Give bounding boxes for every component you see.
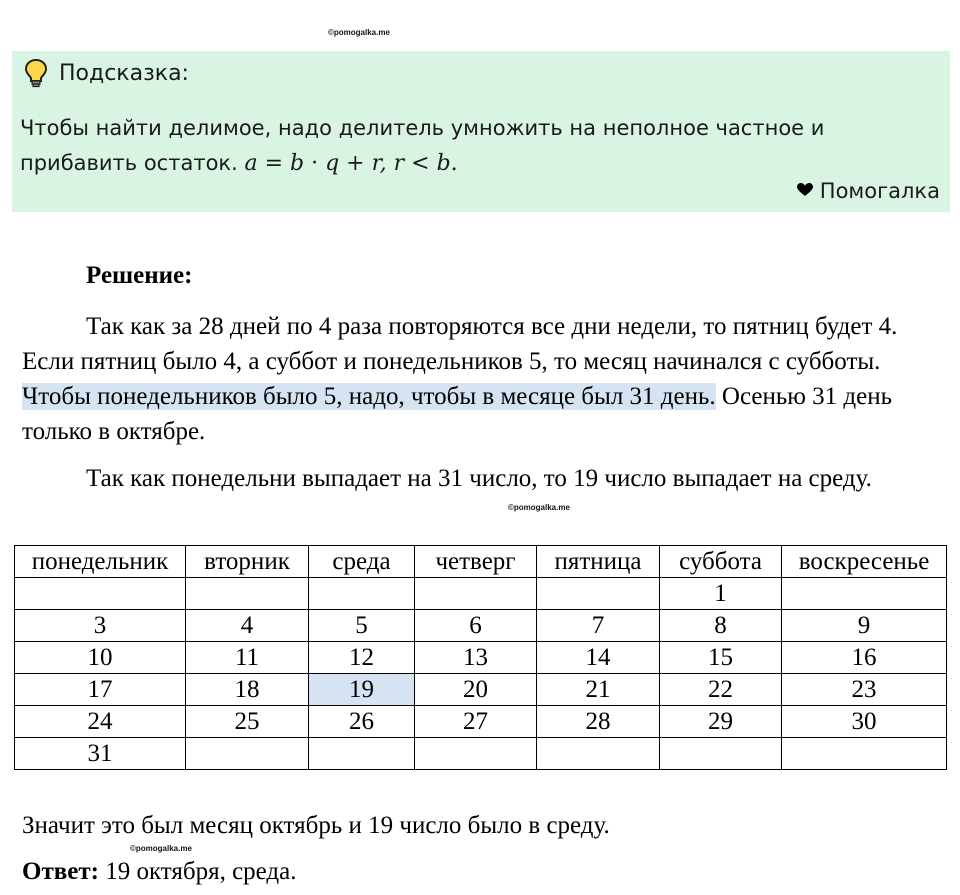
- watermark: ©pomogalka.me: [328, 28, 390, 37]
- day-cell: 7: [537, 610, 660, 642]
- day-cell: 16: [782, 642, 947, 674]
- day-cell: 14: [537, 642, 660, 674]
- day-cell: [782, 738, 947, 770]
- day-cell: 9: [782, 610, 947, 642]
- solution-paragraph-2: Так как понедельни выпадает на 31 число, то 19 число выпадает на среду.: [86, 465, 872, 492]
- highlighted-text: Чтобы понедельников было 5, надо, чтобы в месяце был 31 день.: [22, 383, 716, 410]
- lightbulb-icon: [24, 58, 48, 88]
- heart-icon: [797, 179, 820, 203]
- day-cell: [415, 738, 537, 770]
- answer-value: 19 октября, среда.: [98, 858, 297, 885]
- solution-paragraph-1: [22, 309, 922, 449]
- day-cell: [186, 738, 309, 770]
- day-cell: [415, 578, 537, 610]
- hint-box: [12, 51, 950, 212]
- watermark: ©pomogalka.me: [508, 503, 570, 512]
- brand-name: Помогалка: [819, 179, 940, 203]
- day-cell: 13: [415, 642, 537, 674]
- day-cell: 8: [660, 610, 782, 642]
- day-cell: [537, 578, 660, 610]
- day-cell: 23: [782, 674, 947, 706]
- calendar-header-row: [15, 546, 947, 578]
- day-cell: [660, 738, 782, 770]
- day-cell: 21: [537, 674, 660, 706]
- hint-text: [20, 111, 920, 181]
- day-cell: 10: [15, 642, 186, 674]
- day-cell: 3: [15, 610, 186, 642]
- day-cell: [309, 578, 415, 610]
- solution-text-2: Осенью 31 день только в октябре.: [22, 383, 892, 445]
- calendar-week-row: [15, 610, 947, 642]
- weekday-header: понедельник: [15, 546, 186, 578]
- day-cell: [782, 578, 947, 610]
- weekday-header: вторник: [186, 546, 309, 578]
- conclusion-text: Значит это был месяц октябрь и 19 число было в среду.: [22, 812, 610, 839]
- day-cell: 31: [15, 738, 186, 770]
- day-cell: 4: [186, 610, 309, 642]
- day-cell: [309, 738, 415, 770]
- answer-label: Ответ:: [22, 858, 99, 885]
- day-cell: [15, 578, 186, 610]
- day-cell: 26: [309, 706, 415, 738]
- calendar-week-row: [15, 706, 947, 738]
- weekday-header: среда: [309, 546, 415, 578]
- day-cell: [186, 578, 309, 610]
- day-cell: 17: [15, 674, 186, 706]
- day-cell: 1: [660, 578, 782, 610]
- day-cell: 24: [15, 706, 186, 738]
- calendar-week-row: [15, 738, 947, 770]
- day-cell: 22: [660, 674, 782, 706]
- selected-day-cell: 19: [309, 674, 415, 706]
- calendar-table: [14, 545, 947, 770]
- day-cell: 5: [309, 610, 415, 642]
- hint-sentence: Чтобы найти делимое, надо делитель умножить на неполное частное и прибавить остаток.: [20, 116, 825, 175]
- day-cell: 27: [415, 706, 537, 738]
- day-cell: 20: [415, 674, 537, 706]
- day-cell: 18: [186, 674, 309, 706]
- day-cell: 25: [186, 706, 309, 738]
- day-cell: [537, 738, 660, 770]
- weekday-header: воскресенье: [782, 546, 947, 578]
- weekday-header: суббота: [660, 546, 782, 578]
- weekday-header: пятница: [537, 546, 660, 578]
- watermark: ©pomogalka.me: [130, 844, 192, 853]
- hint-brand: [797, 179, 940, 203]
- day-cell: 11: [186, 642, 309, 674]
- day-cell: 29: [660, 706, 782, 738]
- calendar-week-row: [15, 642, 947, 674]
- solution-text-1: Так как за 28 дней по 4 раза повторяются все дни недели, то пятниц будет 4. Если пятниц было 4, а суббот и понедельников 5, то месяц начинался с субботы.: [22, 313, 898, 375]
- answer-line: [22, 858, 297, 886]
- calendar-week-row: [15, 674, 947, 706]
- solution-heading: Решение:: [86, 262, 193, 289]
- calendar-week-row: [15, 578, 947, 610]
- hint-formula: a = b · q + r, r < b.: [244, 151, 458, 176]
- day-cell: 6: [415, 610, 537, 642]
- day-cell: 15: [660, 642, 782, 674]
- day-cell: 30: [782, 706, 947, 738]
- day-cell: 28: [537, 706, 660, 738]
- hint-title: Подсказка:: [59, 61, 189, 86]
- weekday-header: четверг: [415, 546, 537, 578]
- day-cell: 12: [309, 642, 415, 674]
